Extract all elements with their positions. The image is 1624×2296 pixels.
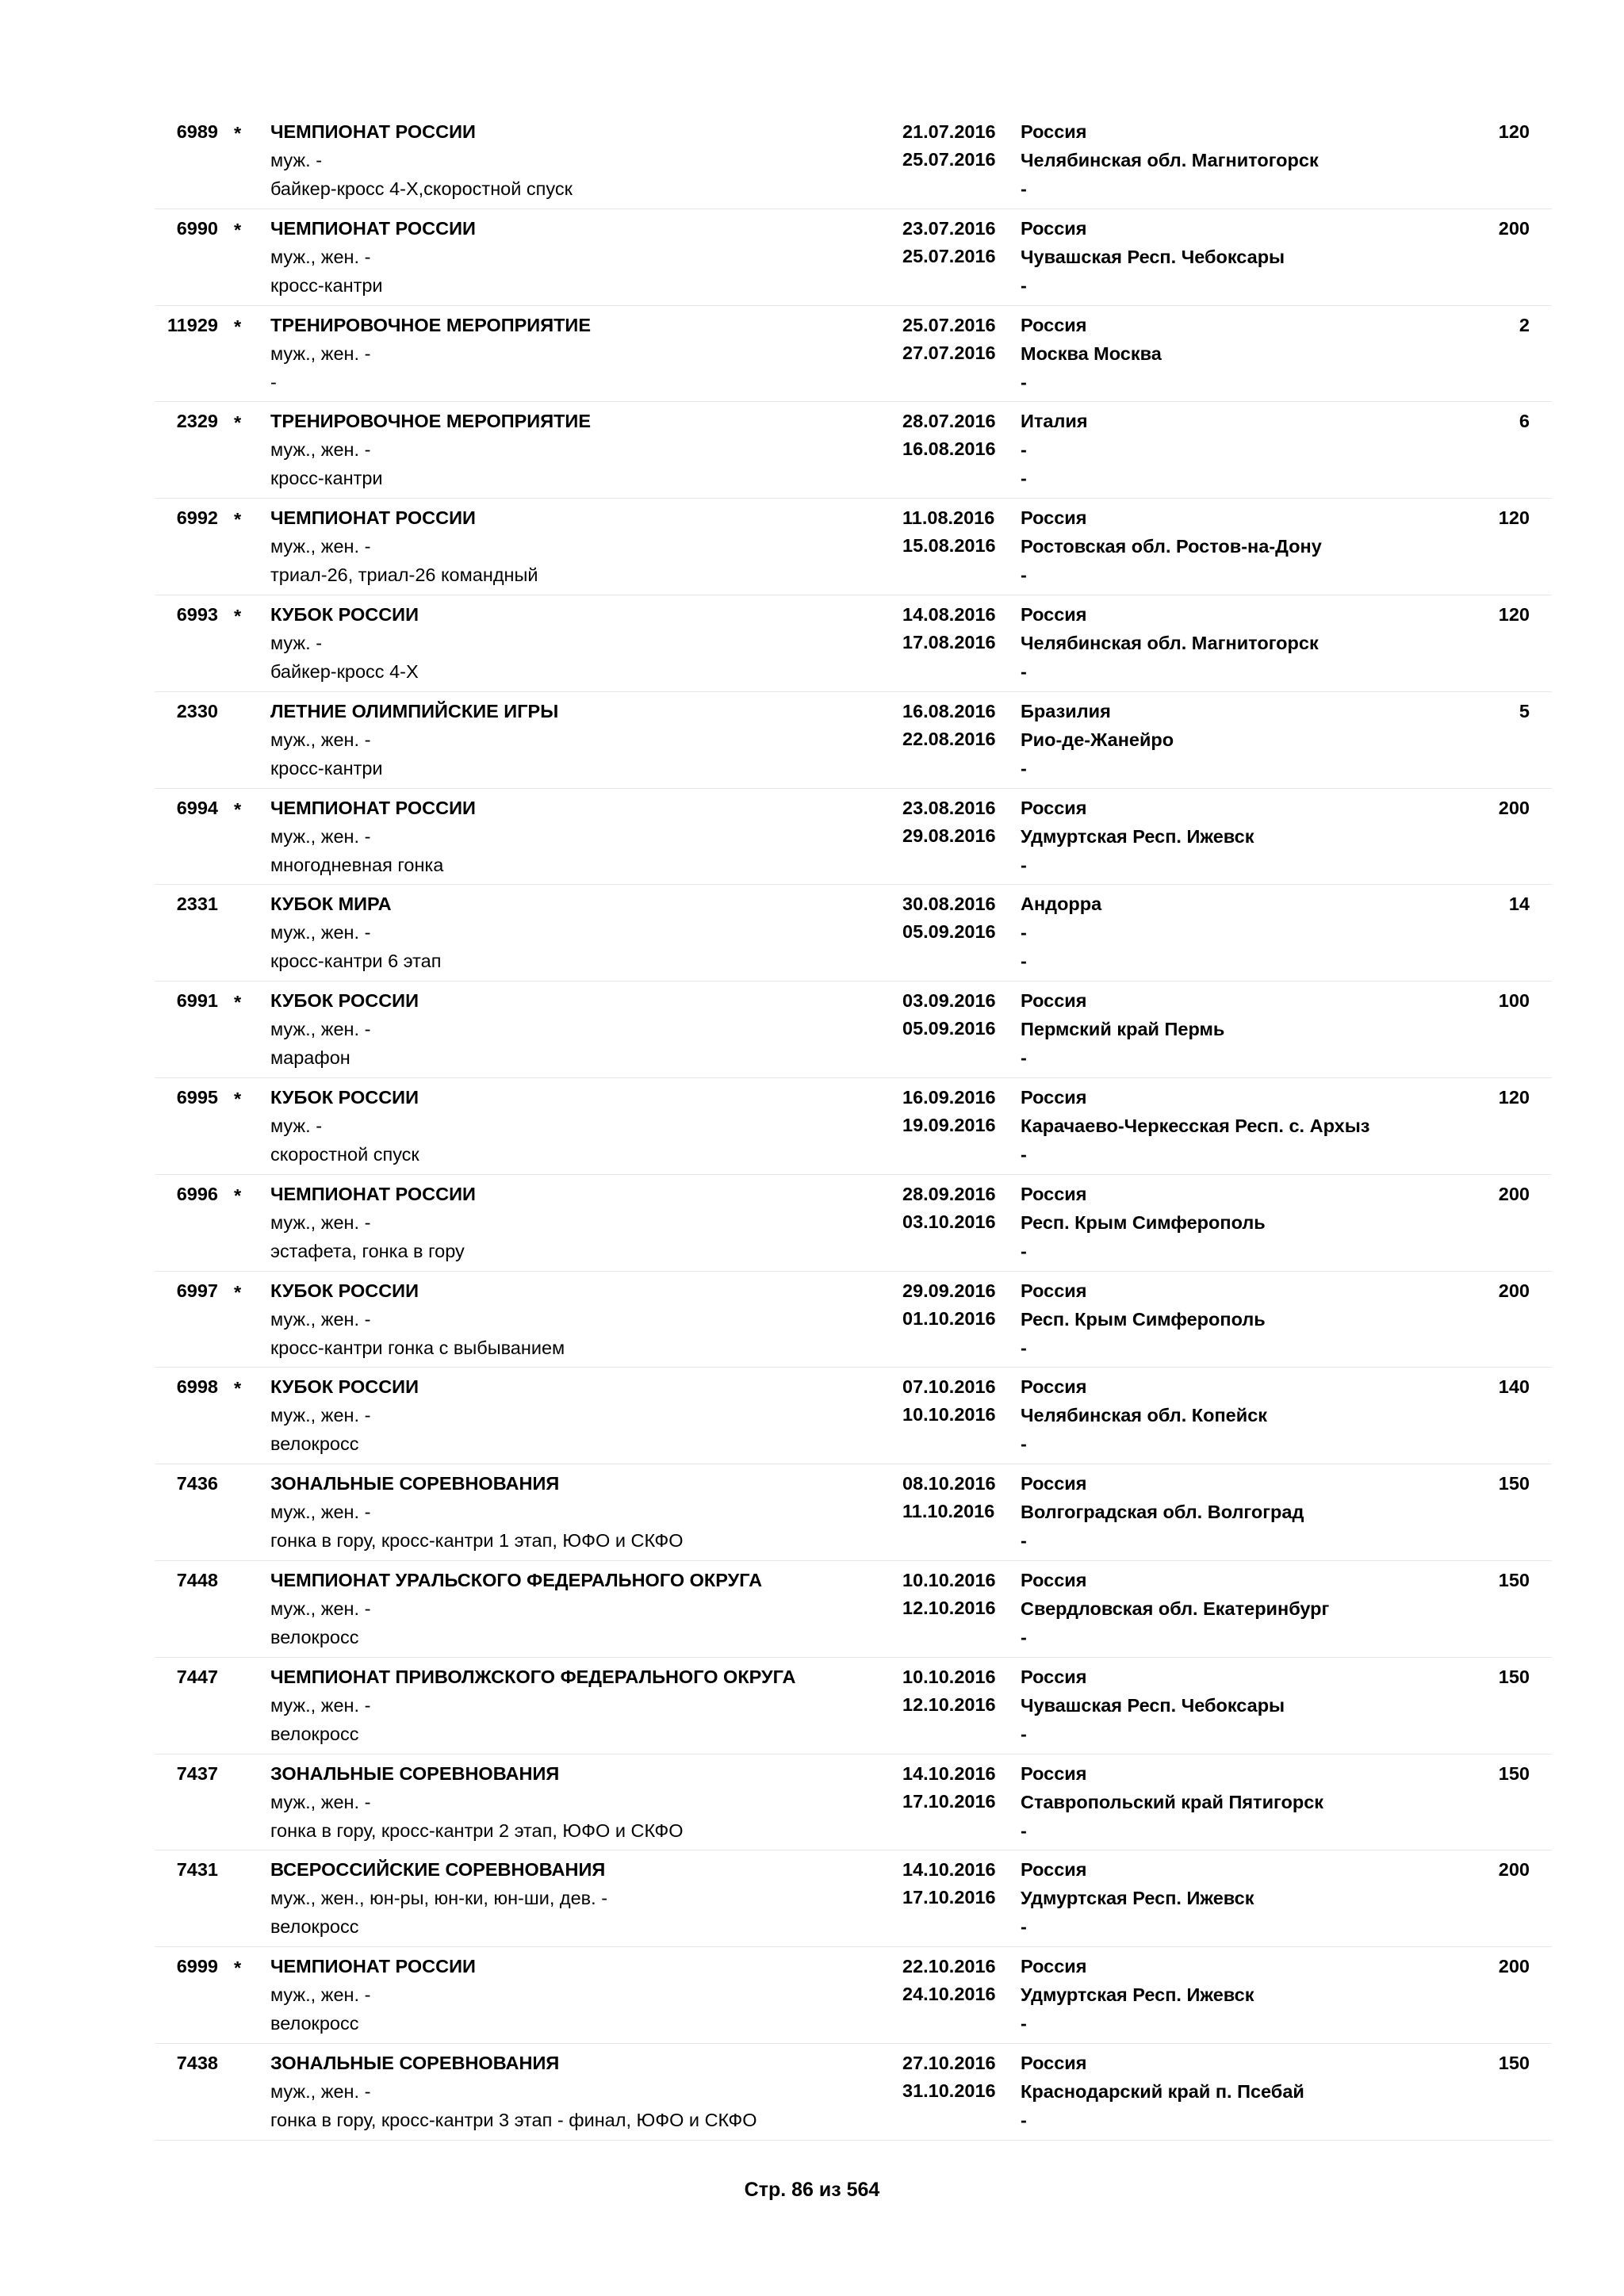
event-location: Ставропольский край Пятигорск — [1021, 1791, 1324, 1812]
event-location: Краснодарский край п. Псебай — [1021, 2080, 1304, 2102]
event-discipline: кросс-кантри — [270, 468, 383, 489]
event-discipline: гонка в гору, кросс-кантри 2 этап, ЮФО и СКФО — [270, 1820, 684, 1841]
event-date-end: 17.10.2016 — [902, 1887, 996, 1908]
event-row — [155, 982, 1552, 1078]
event-discipline: эстафета, гонка в гору — [270, 1240, 465, 1261]
event-date-end: 17.10.2016 — [902, 1790, 996, 1812]
event-date-start: 28.09.2016 — [902, 1183, 996, 1204]
event-marker: * — [234, 1957, 242, 1979]
event-location-extra: - — [1021, 178, 1027, 199]
event-country: Россия — [1021, 314, 1087, 335]
event-date-start: 14.08.2016 — [902, 603, 996, 625]
event-title: КУБОК РОССИИ — [270, 990, 419, 1012]
event-title: ЧЕМПИОНАТ УРАЛЬСКОГО ФЕДЕРАЛЬНОГО ОКРУГА — [270, 1569, 763, 1590]
event-marker: * — [234, 605, 242, 626]
event-date-end: 17.08.2016 — [902, 631, 996, 652]
event-id: 7438 — [176, 2052, 218, 2073]
event-location-extra: - — [1021, 1916, 1027, 1938]
event-country: Россия — [1021, 1859, 1087, 1881]
event-gender: муж., жен. - — [270, 1984, 371, 2006]
event-participants: 200 — [1498, 1956, 1530, 1977]
event-gender: муж., жен. - — [270, 1694, 371, 1716]
event-title: ТРЕНИРОВОЧНОЕ МЕРОПРИЯТИЕ — [270, 411, 591, 432]
event-title: КУБОК МИРА — [270, 894, 392, 915]
event-marker: * — [234, 1184, 242, 1206]
event-location: - — [1021, 439, 1027, 461]
event-id: 7436 — [176, 1473, 218, 1494]
event-id: 6997 — [176, 1280, 218, 1301]
event-date-end: 05.09.2016 — [902, 921, 996, 943]
event-location: - — [1021, 922, 1027, 943]
event-marker: * — [234, 509, 242, 530]
event-row — [155, 402, 1552, 499]
event-marker: * — [234, 219, 242, 240]
event-location-extra: - — [1021, 1433, 1027, 1455]
event-title: ЧЕМПИОНАТ ПРИВОЛЖСКОГО ФЕДЕРАЛЬНОГО ОКРУГА — [270, 1666, 796, 1687]
event-date-start: 10.10.2016 — [902, 1666, 996, 1687]
event-participants: 100 — [1498, 990, 1530, 1012]
event-discipline: гонка в гору, кросс-кантри 3 этап - финал, ЮФО и СКФО — [270, 2109, 757, 2130]
event-id: 2331 — [176, 894, 218, 915]
event-location-extra: - — [1021, 660, 1027, 682]
event-country: Россия — [1021, 1473, 1087, 1494]
event-id: 7431 — [176, 1859, 218, 1881]
event-location-extra: - — [1021, 1530, 1027, 1552]
event-title: ЧЕМПИОНАТ РОССИИ — [270, 507, 476, 529]
event-location: Чувашская Респ. Чебоксары — [1021, 1694, 1285, 1716]
event-marker: * — [234, 992, 242, 1013]
event-gender: муж. - — [270, 1115, 323, 1136]
event-participants: 200 — [1498, 1280, 1530, 1301]
event-marker: * — [234, 412, 242, 434]
event-marker: * — [234, 1088, 242, 1109]
event-marker: * — [234, 316, 242, 337]
event-country: Россия — [1021, 1280, 1087, 1301]
event-id: 6998 — [176, 1376, 218, 1398]
event-id: 2330 — [176, 700, 218, 721]
event-gender: муж., жен. - — [270, 342, 371, 364]
event-row — [155, 885, 1552, 982]
event-location-extra: - — [1021, 1240, 1027, 1261]
page-number: Стр. 86 из 564 — [744, 2179, 880, 2201]
event-country: Россия — [1021, 217, 1087, 239]
event-location: Рио-де-Жанейро — [1021, 729, 1174, 750]
event-date-end: 01.10.2016 — [902, 1307, 996, 1329]
event-country: Россия — [1021, 1762, 1087, 1784]
event-country: Россия — [1021, 797, 1087, 818]
event-id: 2329 — [176, 411, 218, 432]
event-country: Россия — [1021, 1376, 1087, 1398]
event-marker: * — [234, 1281, 242, 1303]
event-title: КУБОК РОССИИ — [270, 1086, 419, 1108]
event-location-extra: - — [1021, 757, 1027, 779]
event-location-extra: - — [1021, 1047, 1027, 1069]
event-date-start: 23.08.2016 — [902, 797, 996, 818]
event-participants: 200 — [1498, 1183, 1530, 1204]
event-date-end: 12.10.2016 — [902, 1597, 996, 1618]
event-participants: 120 — [1498, 1086, 1530, 1108]
event-location-extra: - — [1021, 854, 1027, 875]
event-date-end: 11.10.2016 — [902, 1501, 995, 1522]
event-participants: 5 — [1519, 700, 1530, 721]
event-participants: 14 — [1508, 894, 1530, 915]
event-gender: муж., жен. - — [270, 1019, 371, 1040]
event-discipline: велокросс — [270, 1433, 359, 1455]
event-gender: муж., жен. - — [270, 536, 371, 557]
event-gender: муж., жен. - — [270, 1211, 371, 1233]
event-participants: 120 — [1498, 507, 1530, 529]
event-date-start: 30.08.2016 — [902, 894, 996, 915]
event-participants: 6 — [1519, 411, 1530, 432]
event-date-end: 25.07.2016 — [902, 149, 996, 170]
event-title: ЧЕМПИОНАТ РОССИИ — [270, 121, 476, 142]
event-date-end: 12.10.2016 — [902, 1693, 996, 1715]
event-location: Чувашская Респ. Чебоксары — [1021, 246, 1285, 267]
event-row — [155, 1947, 1552, 2044]
event-location: Пермский край Пермь — [1021, 1019, 1225, 1040]
event-date-end: 25.07.2016 — [902, 245, 996, 266]
event-discipline: - — [270, 371, 277, 392]
event-location: Респ. Крым Симферополь — [1021, 1308, 1266, 1330]
event-date-start: 16.08.2016 — [902, 700, 996, 721]
event-location: Москва Москва — [1021, 342, 1162, 364]
event-gender: муж., жен. - — [270, 439, 371, 461]
event-location: Удмуртская Респ. Ижевск — [1021, 1984, 1254, 2006]
event-date-start: 14.10.2016 — [902, 1762, 996, 1784]
event-id: 6991 — [176, 990, 218, 1012]
event-country: Италия — [1021, 411, 1088, 432]
event-id: 7448 — [176, 1569, 218, 1590]
event-location: Респ. Крым Симферополь — [1021, 1211, 1266, 1233]
event-gender: муж., жен. - — [270, 825, 371, 847]
event-date-end: 27.07.2016 — [902, 342, 996, 363]
event-gender: муж. - — [270, 150, 323, 170]
event-title: ЛЕТНИЕ ОЛИМПИЙСКИЕ ИГРЫ — [270, 700, 559, 721]
event-country: Россия — [1021, 1666, 1087, 1687]
event-gender: муж., жен., юн-ры, юн-ки, юн-ши, дев. - — [270, 1888, 608, 1909]
event-country: Россия — [1021, 990, 1087, 1012]
event-gender: муж., жен. - — [270, 246, 371, 267]
event-row — [155, 1755, 1552, 1851]
event-gender: муж., жен. - — [270, 1308, 371, 1330]
event-location-extra: - — [1021, 564, 1027, 586]
event-location-extra: - — [1021, 1626, 1027, 1647]
event-row — [155, 1850, 1552, 1947]
event-location-extra: - — [1021, 2109, 1027, 2130]
event-location: Ростовская обл. Ростов-на-Дону — [1021, 536, 1322, 557]
event-location-extra: - — [1021, 468, 1027, 489]
event-participants: 200 — [1498, 797, 1530, 818]
event-gender: муж. - — [270, 632, 323, 653]
event-discipline: кросс-кантри — [270, 274, 383, 296]
event-title: ЧЕМПИОНАТ РОССИИ — [270, 1183, 476, 1204]
event-country: Россия — [1021, 1183, 1087, 1204]
event-date-start: 28.07.2016 — [902, 411, 996, 432]
event-row — [155, 1175, 1552, 1272]
event-row — [155, 306, 1552, 403]
event-discipline: скоростной спуск — [270, 1143, 419, 1165]
event-id: 6996 — [176, 1183, 218, 1204]
event-discipline: кросс-кантри 6 этап — [270, 951, 442, 972]
event-date-end: 22.08.2016 — [902, 728, 996, 749]
event-location-extra: - — [1021, 951, 1027, 972]
event-discipline: многодневная гонка — [270, 854, 444, 875]
event-location: Волгоградская обл. Волгоград — [1021, 1502, 1304, 1523]
event-date-end: 29.08.2016 — [902, 825, 996, 846]
event-location: Челябинская обл. Магнитогорск — [1021, 150, 1319, 170]
event-date-start: 22.10.2016 — [902, 1956, 996, 1977]
event-date-start: 16.09.2016 — [902, 1086, 996, 1108]
event-date-start: 25.07.2016 — [902, 314, 996, 335]
event-title: ЗОНАЛЬНЫЕ СОРЕВНОВАНИЯ — [270, 2052, 560, 2073]
event-gender: муж., жен. - — [270, 2080, 371, 2102]
event-location-extra: - — [1021, 2013, 1027, 2034]
event-title: КУБОК РОССИИ — [270, 1376, 419, 1398]
event-id: 6990 — [176, 217, 218, 239]
event-participants: 120 — [1498, 121, 1530, 142]
event-discipline: гонка в гору, кросс-кантри 1 этап, ЮФО и СКФО — [270, 1530, 684, 1552]
event-date-start: 03.09.2016 — [902, 990, 996, 1012]
event-discipline: триал-26, триал-26 командный — [270, 564, 538, 586]
event-marker: * — [234, 798, 242, 820]
event-row — [155, 1561, 1552, 1658]
event-date-start: 21.07.2016 — [902, 121, 996, 142]
event-participants: 150 — [1498, 1569, 1530, 1590]
event-discipline: байкер-кросс 4-Х — [270, 660, 419, 682]
event-row — [155, 789, 1552, 886]
event-discipline: марафон — [270, 1047, 350, 1069]
event-row — [155, 692, 1552, 789]
event-discipline: байкер-кросс 4-Х,скоростной спуск — [270, 178, 573, 199]
event-row — [155, 1464, 1552, 1561]
event-date-end: 15.08.2016 — [902, 535, 996, 557]
event-marker: * — [234, 1378, 242, 1399]
event-discipline: кросс-кантри гонка с выбыванием — [270, 1337, 565, 1358]
event-title: ВСЕРОССИЙСКИЕ СОРЕВНОВАНИЯ — [270, 1859, 606, 1881]
event-title: ЧЕМПИОНАТ РОССИИ — [270, 1956, 476, 1977]
event-country: Россия — [1021, 1569, 1087, 1590]
event-date-start: 08.10.2016 — [902, 1473, 996, 1494]
event-date-end: 03.10.2016 — [902, 1211, 996, 1232]
event-row — [155, 113, 1552, 209]
event-row — [155, 1368, 1552, 1464]
event-country: Бразилия — [1021, 700, 1111, 721]
event-row — [155, 1658, 1552, 1755]
event-discipline: кросс-кантри — [270, 757, 383, 779]
event-country: Россия — [1021, 1086, 1087, 1108]
event-id: 6995 — [176, 1086, 218, 1108]
event-participants: 140 — [1498, 1376, 1530, 1398]
event-marker: * — [234, 123, 242, 144]
event-location-extra: - — [1021, 371, 1027, 392]
event-location: Свердловская обл. Екатеринбург — [1021, 1598, 1330, 1619]
event-gender: муж., жен. - — [270, 1598, 371, 1619]
event-row — [155, 209, 1552, 306]
event-date-start: 14.10.2016 — [902, 1859, 996, 1881]
event-row — [155, 595, 1552, 692]
event-id: 6992 — [176, 507, 218, 529]
event-participants: 150 — [1498, 1666, 1530, 1687]
event-country: Россия — [1021, 121, 1087, 142]
event-date-start: 23.07.2016 — [902, 217, 996, 239]
event-date-start: 29.09.2016 — [902, 1280, 996, 1301]
event-date-start: 27.10.2016 — [902, 2052, 996, 2073]
event-discipline: велокросс — [270, 1626, 359, 1647]
event-id: 6994 — [176, 797, 218, 818]
event-location-extra: - — [1021, 274, 1027, 296]
event-location: Челябинская обл. Магнитогорск — [1021, 632, 1319, 653]
event-title: ЧЕМПИОНАТ РОССИИ — [270, 797, 476, 818]
event-row — [155, 499, 1552, 595]
event-title: КУБОК РОССИИ — [270, 603, 419, 625]
event-id: 6989 — [176, 121, 218, 142]
event-participants: 120 — [1498, 603, 1530, 625]
event-date-end: 19.09.2016 — [902, 1114, 996, 1135]
event-discipline: велокросс — [270, 1723, 359, 1744]
event-gender: муж., жен. - — [270, 1791, 371, 1812]
event-id: 6999 — [176, 1956, 218, 1977]
event-title: ТРЕНИРОВОЧНОЕ МЕРОПРИЯТИЕ — [270, 314, 591, 335]
event-id: 6993 — [176, 603, 218, 625]
event-date-end: 16.08.2016 — [902, 438, 996, 460]
event-location: Удмуртская Респ. Ижевск — [1021, 1888, 1254, 1909]
event-row — [155, 1272, 1552, 1368]
event-title: ЗОНАЛЬНЫЕ СОРЕВНОВАНИЯ — [270, 1762, 560, 1784]
event-gender: муж., жен. - — [270, 729, 371, 750]
event-location-extra: - — [1021, 1337, 1027, 1358]
event-location-extra: - — [1021, 1723, 1027, 1744]
event-participants: 200 — [1498, 1859, 1530, 1881]
event-participants: 200 — [1498, 217, 1530, 239]
event-row — [155, 1078, 1552, 1175]
event-discipline: велокросс — [270, 1916, 359, 1938]
event-country: Россия — [1021, 1956, 1087, 1977]
event-location-extra: - — [1021, 1143, 1027, 1165]
event-id: 7447 — [176, 1666, 218, 1687]
event-id: 7437 — [176, 1762, 218, 1784]
event-location: Удмуртская Респ. Ижевск — [1021, 825, 1254, 847]
event-location-extra: - — [1021, 1820, 1027, 1841]
event-date-end: 05.09.2016 — [902, 1018, 996, 1039]
event-participants: 150 — [1498, 1762, 1530, 1784]
event-date-start: 07.10.2016 — [902, 1376, 996, 1398]
event-location: Карачаево-Черкесская Респ. с. Архыз — [1021, 1115, 1370, 1136]
event-participants: 150 — [1498, 2052, 1530, 2073]
event-country: Андорра — [1021, 894, 1102, 915]
event-participants: 150 — [1498, 1473, 1530, 1494]
event-country: Россия — [1021, 603, 1087, 625]
event-date-end: 31.10.2016 — [902, 2080, 996, 2101]
event-date-start: 11.08.2016 — [902, 507, 995, 529]
event-country: Россия — [1021, 2052, 1087, 2073]
events-list — [155, 113, 1552, 2141]
event-discipline: велокросс — [270, 2013, 359, 2034]
event-gender: муж., жен. - — [270, 1405, 371, 1426]
event-gender: муж., жен. - — [270, 1502, 371, 1523]
event-participants: 2 — [1519, 314, 1530, 335]
event-title: ЧЕМПИОНАТ РОССИИ — [270, 217, 476, 239]
event-date-end: 10.10.2016 — [902, 1404, 996, 1425]
event-date-end: 24.10.2016 — [902, 1984, 996, 2005]
event-id: 11929 — [167, 314, 218, 335]
event-country: Россия — [1021, 507, 1087, 529]
event-date-start: 10.10.2016 — [902, 1569, 996, 1590]
event-title: КУБОК РОССИИ — [270, 1280, 419, 1301]
event-row — [155, 2044, 1552, 2141]
event-title: ЗОНАЛЬНЫЕ СОРЕВНОВАНИЯ — [270, 1473, 560, 1494]
event-location: Челябинская обл. Копейск — [1021, 1405, 1268, 1426]
event-gender: муж., жен. - — [270, 922, 371, 943]
